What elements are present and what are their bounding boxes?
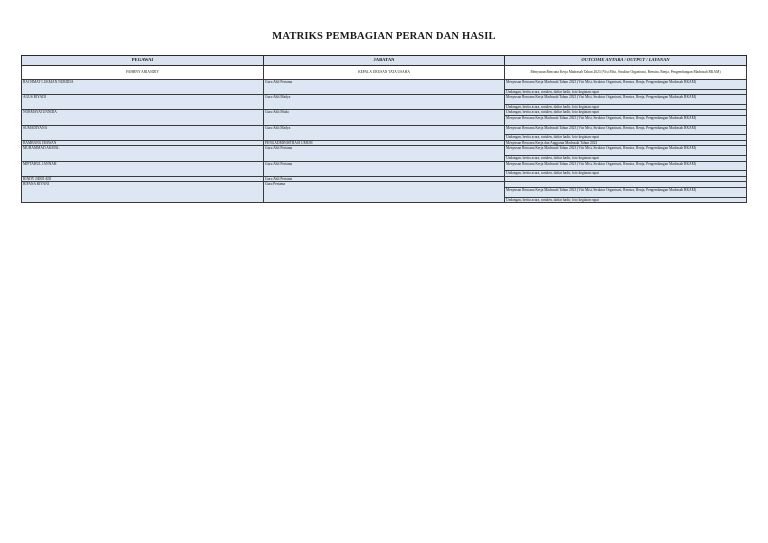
output-cell: Menyusun Rencana Kerja Madrasah Tahun 2023 (Visi Misi, Struktur Organisasi, Renstra, Renja, Pengembangan Madrasah RKAM): [505, 125, 747, 135]
table-row: [22, 95, 747, 105]
table-row: [22, 161, 747, 171]
output-cell: Menyusun Rencana Kerja Madrasah Tahun 2023 (Visi Misi, Struktur Organisasi, Renstra, Renja, Pengembangan Madrasah RKAM): [505, 187, 747, 197]
jabatan-cell: Guru Ahli Pertama: [264, 176, 505, 182]
output-cell: Menyusun Rencana Kerja dan Anggaran Madrasah Tahun 2023: [505, 140, 747, 146]
pegawai-cell: RINDY JIDDI ADI: [22, 176, 264, 182]
output-cell: Menyusun Rencana Kerja Madrasah Tahun 2023 (Visi Misi, Struktur Organisasi, Renstra, Renja, Pengembangan Madrasah RKAM): [505, 161, 747, 171]
output-cell: Menyusun Rencana Kerja Madrasah Tahun 2023 (Visi Misi, Struktur Organisasi, Renstra, Renja, Pengembangan Madrasah RKAM): [505, 146, 747, 156]
jabatan-cell: Guru Ahli Muda: [264, 110, 505, 125]
jabatan-cell: Guru Ahli Madya: [264, 95, 505, 110]
table-body: [22, 66, 747, 203]
pegawai-cell: SUMADIYANA: [22, 125, 264, 140]
page-title: MATRIKS PEMBAGIAN PERAN DAN HASIL: [272, 31, 496, 42]
pegawai-cell: NORMAYATUNNIDA: [22, 110, 264, 125]
jabatan-cell: Guru Ahli Pertama: [264, 161, 505, 176]
output-cell: Menyusun Rencana Kerja Madrasah Tahun 2023 (Visi Misi, Struktur Organisasi, Renstra, Renja, Pengembangan Madrasah RKAM): [505, 66, 747, 80]
table-row: [22, 146, 747, 156]
header-outcome: OUTCOME ANTARA / OUTPUT / LAYANAN: [505, 56, 747, 66]
jabatan-cell: Guru Pertama: [264, 182, 505, 203]
table-row: [22, 125, 747, 135]
pegawai-cell: MUHAMMAD AKMAL: [22, 146, 264, 161]
output-cell: Undangan, berita acara, notulen, daftar hadir, foto kegiatan rapat: [505, 135, 747, 141]
header-jabatan: JABATAN: [264, 56, 505, 66]
output-cell: Undangan, berita acara, notulen, daftar hadir, foto kegiatan rapat: [505, 197, 747, 203]
output-cell: Menyusun Rencana Kerja Madrasah Tahun 2023 (Visi Misi, Struktur Organisasi, Renstra, Renja, Pengembangan Madrasah RKAM): [505, 115, 747, 125]
jabatan-cell: KEPALA URUSAN TATA USAHA: [264, 66, 505, 80]
output-cell: Undangan, berita acara, notulen, daftar hadir, foto kegiatan rapat: [505, 171, 747, 177]
role-matrix-table: [21, 55, 747, 203]
output-cell: Menyusun Rencana Kerja Madrasah Tahun 2023 (Visi Misi, Struktur Organisasi, Renstra, Renja, Pengembangan Madrasah RKAM): [505, 95, 747, 105]
jabatan-cell: Guru Ahli Madya: [264, 125, 505, 140]
output-cell: Undangan, berita acara, notulen, daftar hadir, foto kegiatan rapat: [505, 89, 747, 95]
jabatan-cell: Guru Ahli Pertama: [264, 80, 505, 95]
output-cell: Undangan, berita acara, notulen, daftar hadir, foto kegiatan rapat: [505, 104, 747, 110]
pegawai-cell: RACHMAT LUKMAN NURJIDA: [22, 80, 264, 95]
pegawai-cell: BAMBANG IRAWAN: [22, 140, 264, 146]
table-row: [22, 80, 747, 90]
jabatan-cell: PENGADMINISTRASI UMUM: [264, 140, 505, 146]
table-header-row: [22, 56, 747, 66]
pegawai-cell: MIFTAHUL JANNAH: [22, 161, 264, 176]
output-cell: Menyusun Rencana Kerja Madrasah Tahun 2023 (Visi Misi, Struktur Organisasi, Renstra, Renja, Pengembangan Madrasah RKAM): [505, 80, 747, 90]
table-row: [22, 66, 747, 80]
pegawai-cell: AGUS RIYADI: [22, 95, 264, 110]
output-cell: Undangan, berita acara, notulen, daftar hadir, foto kegiatan rapat: [505, 155, 747, 161]
header-pegawai: PEGAWAI: [22, 56, 264, 66]
jabatan-cell: Guru Ahli Pertama: [264, 146, 505, 161]
pegawai-cell: RIFANA RIYANI: [22, 182, 264, 203]
output-cell: Undangan, berita acara, notulen, daftar hadir, foto kegiatan rapat: [505, 110, 747, 116]
pegawai-cell: FAHRNY ARIANDIY: [22, 66, 264, 80]
